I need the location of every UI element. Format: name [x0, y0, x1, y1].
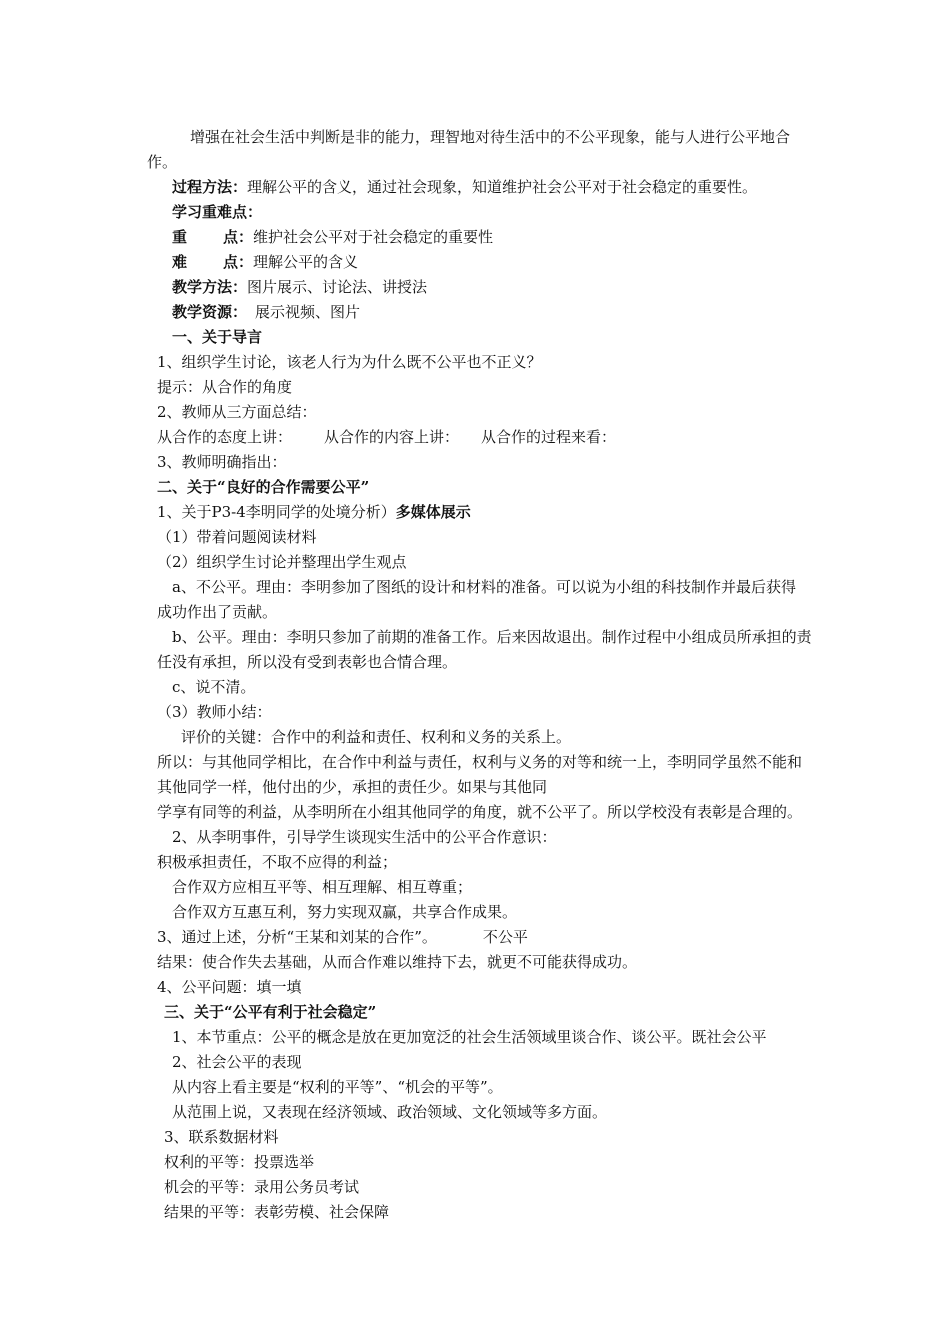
- summary-three-aspects-line: [157, 427, 616, 447]
- multimedia-text: 1、关于P3-4李明同学的处境分析）: [157, 503, 396, 521]
- viewpoint-b-line-1: b、公平。理由：李明只参加了前期的准备工作。后来因故退出。制作过程中小组成员所承担的责: [172, 628, 812, 646]
- viewpoint-a-line-2: 成功作出了贡献。: [157, 603, 278, 621]
- list-item: 1、本节重点：公平的概念是放在更加宽泛的社会生活领域里谈合作、谈公平。既社会公平: [172, 1028, 767, 1046]
- section-1-heading: 一、关于导言: [172, 328, 263, 346]
- teaching-method-text: 图片展示、讨论法、讲授法: [247, 278, 428, 296]
- process-method-text: 理解公平的含义，通过社会现象，知道维护社会公平对于社会稳定的重要性。: [247, 178, 758, 196]
- key-point-line: [172, 227, 493, 247]
- list-item: 从内容上看主要是“权利的平等”、“机会的平等”。: [172, 1078, 503, 1096]
- conclusion-line-1: 所以：与其他同学相比，在合作中利益与责任，权利与义务的对等和统一上，李明同学虽然不能和: [157, 753, 803, 771]
- list-item: （3）教师小结：: [157, 703, 272, 721]
- list-item: 权利的平等：投票选举: [164, 1153, 315, 1171]
- list-item: 合作双方应相互平等、相互理解、相互尊重；: [172, 878, 473, 896]
- analysis-text: 3、通过上述，分析“王某和刘某的合作”。: [157, 928, 437, 946]
- viewpoint-b-line-2: 任没有承担，所以没有受到表彰也合情合理。: [157, 653, 458, 671]
- teaching-method-label: 教学方法：: [172, 278, 248, 296]
- aspect-attitude: 从合作的态度上讲：: [157, 428, 293, 446]
- analysis-result: 不公平: [482, 928, 528, 946]
- aspect-content: 从合作的内容上讲：: [324, 428, 460, 446]
- list-item: 提示：从合作的角度: [157, 378, 293, 396]
- teaching-resources-line: [172, 302, 360, 322]
- key-difficult-points-heading: 学习重难点：: [172, 203, 263, 221]
- key-point-label-b: 点：: [223, 228, 254, 246]
- multimedia-line: [157, 502, 471, 522]
- list-item: 2、社会公平的表现: [172, 1053, 302, 1071]
- analysis-line: [157, 927, 528, 947]
- teaching-resources-label: 教学资源：: [172, 303, 248, 321]
- viewpoint-a-line-1: a、不公平。理由：李明参加了图纸的设计和材料的准备。可以说为小组的科技制作并最后获得: [172, 578, 796, 596]
- teaching-resources-text: 展示视频、图片: [255, 303, 361, 321]
- objective-paragraph-line-2: 作。: [147, 153, 178, 171]
- list-item: 2、从李明事件，引导学生谈现实生活中的公平合作意识：: [172, 828, 557, 846]
- difficult-point-text: 理解公平的含义: [253, 253, 359, 271]
- list-item: 1、组织学生讨论，该老人行为为什么既不公平也不正义？: [157, 353, 542, 371]
- list-item: 3、联系数据材料: [164, 1128, 279, 1146]
- section-3-heading: 三、关于“公平有利于社会稳定”: [164, 1003, 377, 1021]
- aspect-process: 从合作的过程来看：: [481, 428, 617, 446]
- objective-paragraph-line-1: 增强在社会生活中判断是非的能力，理智地对待生活中的不公平现象，能与人进行公平地合: [190, 128, 791, 146]
- difficult-point-line: [172, 252, 358, 272]
- key-point-text: 维护社会公平对于社会稳定的重要性: [253, 228, 494, 246]
- evaluation-key-line: 评价的关键：合作中的利益和责任、权利和义务的关系上。: [181, 728, 572, 746]
- list-item: 2、教师从三方面总结：: [157, 403, 317, 421]
- key-point-label-a: 重: [172, 228, 188, 246]
- list-item: 结果：使合作失去基础，从而合作难以维持下去，就更不可能获得成功。: [157, 953, 638, 971]
- list-item: 结果的平等：表彰劳模、社会保障: [164, 1203, 390, 1221]
- list-item: 积极承担责任，不取不应得的利益；: [157, 853, 398, 871]
- list-item: 3、教师明确指出：: [157, 453, 287, 471]
- list-item: 机会的平等：录用公务员考试: [164, 1178, 360, 1196]
- multimedia-label: 多媒体展示: [395, 503, 471, 521]
- list-item: （1）带着问题阅读材料: [157, 528, 317, 546]
- conclusion-line-2: 其他同学一样，他付出的少，承担的责任少。如果与其他同: [157, 778, 548, 796]
- teaching-method-line: [172, 277, 427, 297]
- list-item: 4、公平问题：填一填: [157, 978, 302, 996]
- list-item: 从范围上说，又表现在经济领域、政治领域、文化领域等多方面。: [172, 1103, 608, 1121]
- list-item: 合作双方互惠互利，努力实现双赢，共享合作成果。: [172, 903, 518, 921]
- difficult-point-label-b: 点：: [223, 253, 254, 271]
- difficult-point-label-a: 难: [172, 253, 188, 271]
- process-method-line: [172, 177, 757, 197]
- viewpoint-c-line: c、说不清。: [172, 678, 256, 696]
- process-method-label: 过程方法：: [172, 178, 248, 196]
- list-item: （2）组织学生讨论并整理出学生观点: [157, 553, 407, 571]
- conclusion-line-3: 学享有同等的利益，从李明所在小组其他同学的角度，就不公平了。所以学校没有表彰是合理的。: [157, 803, 803, 821]
- section-2-heading: 二、关于“良好的合作需要公平”: [157, 478, 370, 496]
